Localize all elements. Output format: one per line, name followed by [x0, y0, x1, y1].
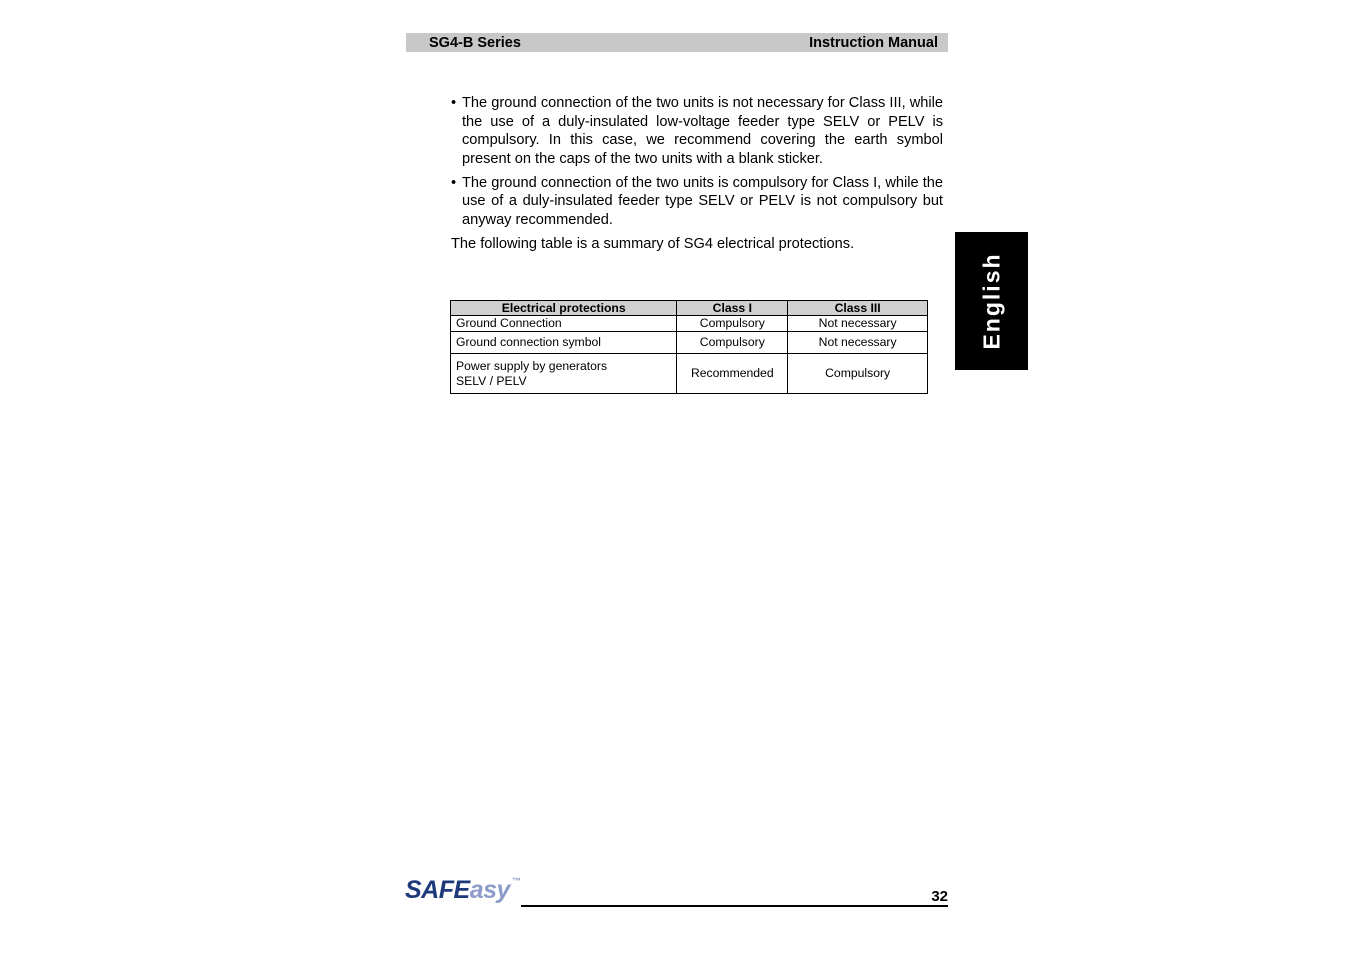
class-1-value: Compulsory [677, 316, 788, 332]
trademark-icon: ™ [511, 876, 521, 886]
column-header-class-3: Class III [788, 301, 928, 316]
bullet-text: The ground connection of the two units is compulsory for Class I, while the use of a duly-insulated feeder type SELV or PELV is not compulsory but anyway recommended. [462, 174, 943, 228]
language-tab-label: English [978, 252, 1004, 350]
footer-rule [521, 905, 948, 907]
table-row [451, 332, 928, 354]
table-row [451, 316, 928, 332]
header-manual-title: Instruction Manual [809, 34, 938, 51]
bullet-item [451, 174, 943, 230]
page-number: 32 [931, 888, 948, 905]
column-header-protections: Electrical protections [451, 301, 677, 316]
page-header [406, 33, 948, 52]
class-3-value: Not necessary [788, 316, 928, 332]
table-row [451, 354, 928, 394]
row-label [451, 354, 677, 394]
class-3-value: Not necessary [788, 332, 928, 354]
language-tab [955, 232, 1028, 370]
row-label-line: Power supply by generators [456, 359, 608, 373]
class-3-value: Compulsory [788, 354, 928, 394]
class-1-value: Compulsory [677, 332, 788, 354]
logo-safe: SAFE [405, 876, 470, 904]
row-label: Ground connection symbol [451, 332, 677, 354]
safeasy-logo [405, 876, 520, 905]
summary-paragraph: The following table is a summary of SG4 electrical protections. [451, 235, 855, 252]
row-label-line: SELV / PELV [456, 373, 527, 388]
header-series-title: SG4-B Series [429, 34, 521, 51]
bullet-text: The ground connection of the two units is not necessary for Class III, while the use of a duly-insulated low-voltage feeder type SELV or PELV is compulsory. In this case, we recommend covering the earth symbol present on the caps of the two units with a blank sticker. [462, 95, 943, 167]
table-header-row [451, 301, 928, 316]
bullet-dot-icon: • [451, 174, 457, 191]
bullet-dot-icon: • [451, 95, 457, 111]
class-1-value: Recommended [677, 354, 788, 394]
row-label: Ground Connection [451, 316, 677, 332]
body-text [451, 94, 943, 253]
bullet-item [451, 94, 943, 168]
column-header-class-1: Class I [677, 301, 788, 316]
logo-asy: asy [469, 876, 510, 904]
protections-table [450, 300, 928, 394]
